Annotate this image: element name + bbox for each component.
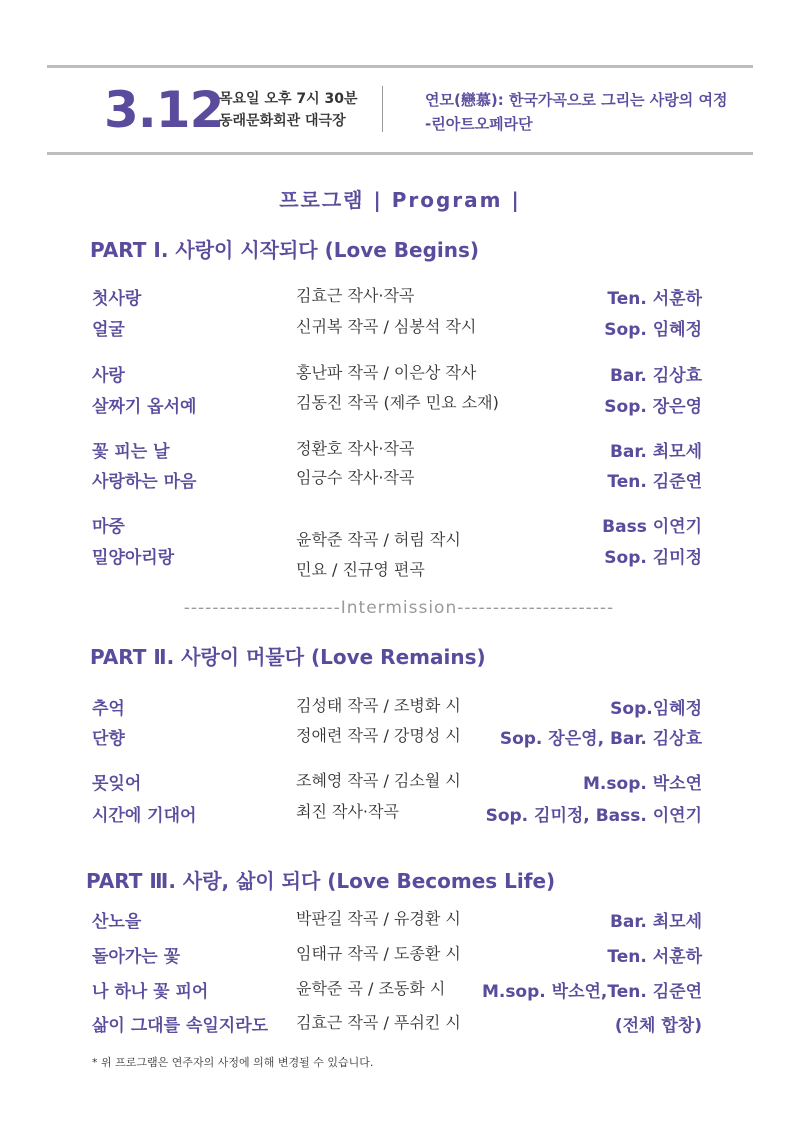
song-performer: Bar. 김상효 [609,366,702,386]
song-title: 추억 [92,699,125,719]
song-performer: Sop.임혜정 [610,699,702,719]
event-title [425,88,727,136]
song-credit: 김효근 작사·작곡 [296,286,415,305]
footnote: * 위 프로그램은 연주자의 사정에 의해 변경될 수 있습니다. [92,1056,374,1069]
song-performer: Sop. 김미정, Bass. 이연기 [485,806,702,826]
song-title: 단향 [92,729,125,749]
event-time: 목요일 오후 7시 30분 [219,91,358,107]
song-credit: 윤학준 곡 / 조동화 시 [296,979,446,998]
event-title-line2: -린아트오페라단 [425,115,533,133]
song-title: 얼굴 [92,320,125,340]
song-performer: Ten. 서훈하 [607,289,702,309]
song-title: 못잊어 [92,774,142,794]
song-title: 마중 [92,517,125,537]
song-credit: 윤학준 작곡 / 허림 작시 [296,530,461,549]
song-title: 나 하나 꽃 피어 [92,982,209,1002]
header-divider [382,86,383,132]
song-credit: 김효근 작곡 / 푸쉬킨 시 [296,1013,461,1032]
song-performer: Sop. 김미정 [604,548,702,568]
song-performer: Sop. 장은영, Bar. 김상효 [499,729,702,749]
header-bottom-rule [47,152,753,155]
song-credit: 최진 작사·작곡 [296,802,399,821]
song-performer: Ten. 김준연 [607,472,702,492]
song-title: 삶이 그대를 속일지라도 [92,1016,269,1036]
part-3-title: PART Ⅲ. 사랑, 삶이 되다 (Love Becomes Life) [86,869,556,893]
song-title: 밀양아리랑 [92,548,175,568]
song-title: 첫사랑 [92,289,142,309]
song-performer: M.sop. 박소연 [583,774,702,794]
song-credit: 김성태 작곡 / 조병화 시 [296,696,461,715]
song-credit: 조혜영 작곡 / 김소월 시 [296,771,461,790]
song-title: 시간에 기대어 [92,806,197,826]
song-performer: Bar. 최모세 [609,442,702,462]
part-1-title: PART Ⅰ. 사랑이 시작되다 (Love Begins) [90,238,480,262]
song-credit: 임태규 작곡 / 도종환 시 [296,944,461,963]
song-performer: (전체 합창) [614,1016,702,1036]
song-title: 사랑하는 마음 [92,472,197,492]
song-performer: Sop. 임혜정 [604,320,702,340]
song-credit: 민요 / 진규영 편곡 [296,560,425,579]
part-2-title: PART Ⅱ. 사랑이 머물다 (Love Remains) [90,645,486,669]
song-performer: Ten. 서훈하 [607,947,702,967]
song-performer: Sop. 장은영 [604,397,702,417]
song-title: 돌아가는 꽃 [92,947,181,967]
event-date: 3.12 [104,81,224,139]
song-credit: 홍난파 작곡 / 이은상 작사 [296,363,477,382]
song-credit: 김동진 작곡 (제주 민요 소재) [296,393,499,412]
event-header [47,68,753,156]
song-credit: 임긍수 작사·작곡 [296,468,415,487]
song-title: 사랑 [92,366,125,386]
song-title: 꽃 피는 날 [92,442,170,462]
song-credit: 정환호 작사·작곡 [296,439,415,458]
intermission-divider: ----------------------Intermission---------------------- [183,598,615,618]
song-title: 살짜기 옵서예 [92,397,197,417]
event-venue: 동래문화회관 대극장 [219,113,346,129]
event-time-venue [219,88,358,132]
program-heading: 프로그램 | Program | [279,188,521,212]
song-credit: 정애련 작곡 / 강명성 시 [296,726,461,745]
song-performer: Bass 이연기 [602,517,702,537]
song-credit: 박판길 작곡 / 유경환 시 [296,909,461,928]
song-performer: Bar. 최모세 [609,912,702,932]
event-title-line1: 연모(戀慕): 한국가곡으로 그리는 사랑의 여정 [425,91,728,109]
song-title: 산노을 [92,912,142,932]
song-performer: M.sop. 박소연,Ten. 김준연 [481,982,702,1002]
song-credit: 신귀복 작곡 / 심봉석 작시 [296,317,477,336]
